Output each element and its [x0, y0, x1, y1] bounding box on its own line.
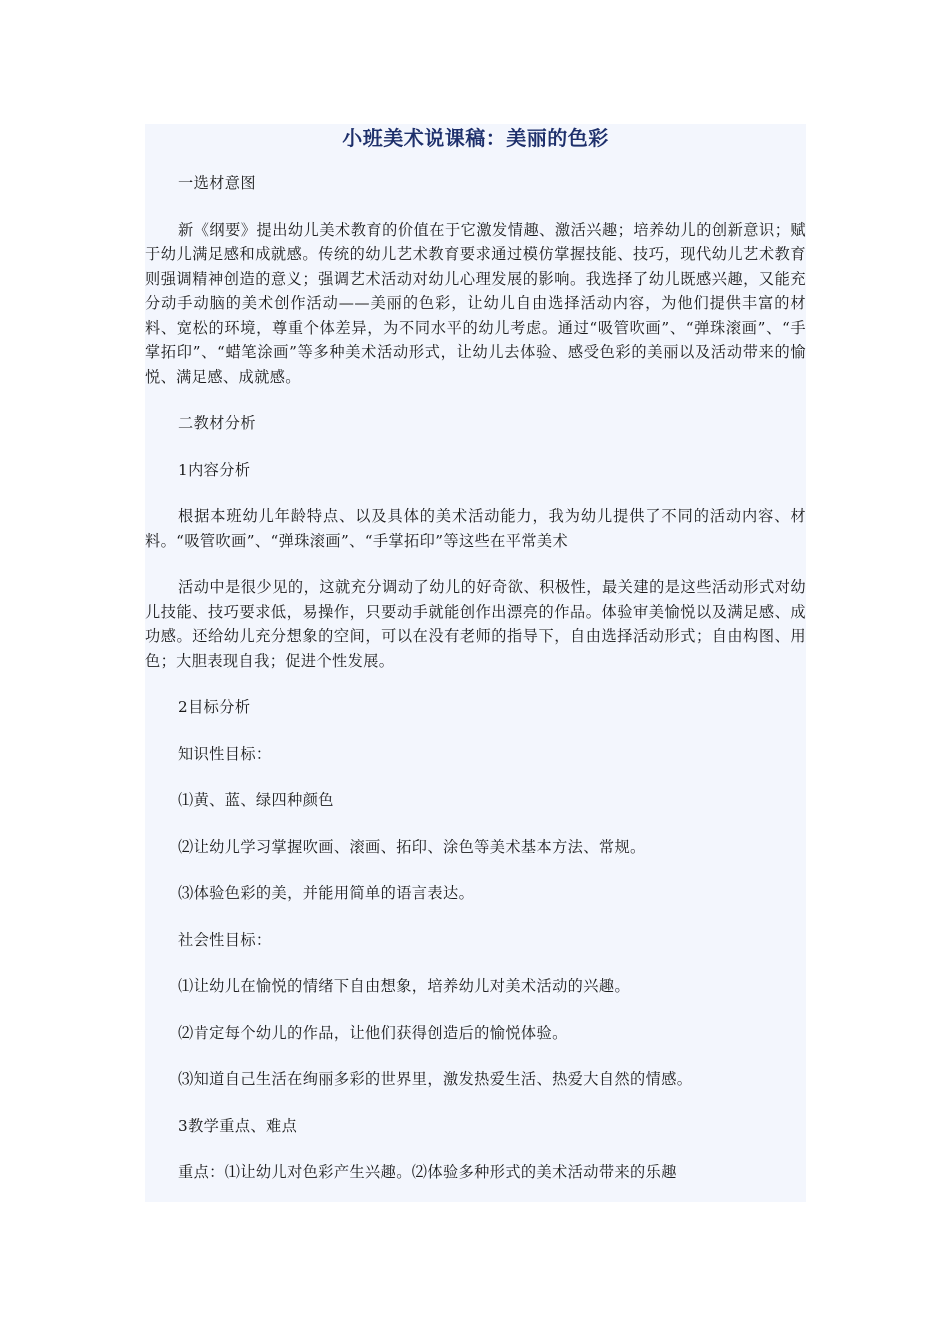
paragraph-intent: 新《纲要》提出幼儿美术教育的价值在于它激发情趣、激活兴趣；培养幼儿的创新意识；赋于幼儿满足感和成就感。传统的幼儿艺术教育要求通过模仿掌握技能、技巧，现代幼儿艺术教育则强调精神创造的意义；强调艺术活动对幼儿心理发展的影响。我选择了幼儿既感兴趣，又能充分动手动脑的美术创作活动——美丽的色彩，让幼儿自由选择活动内容，为他们提供丰富的材料、宽松的环境，尊重个体差异，为不同水平的幼儿考虑。通过“吸管吹画”、“弹珠滚画”、“手掌拓印”、“蜡笔涂画”等多种美术活动形式，让幼儿去体验、感受色彩的美丽以及活动带来的愉悦、满足感、成就感。 — [145, 220, 806, 386]
social-goal-item-1: ⑴让幼儿在愉悦的情绪下自由想象，培养幼儿对美术活动的兴趣。 — [178, 977, 631, 995]
knowledge-goal-item-2: ⑵让幼儿学习掌握吹画、滚画、拓印、涂色等美术基本方法、常规。 — [178, 837, 646, 856]
paragraph-content-analysis-1: 根据本班幼儿年龄特点、以及具体的美术活动能力，我为幼儿提供了不同的活动内容、材料。“吸管吹画”、“弹珠滚画”、“手掌拓印”等这些在平常美术 — [145, 507, 806, 550]
social-goal-item-3: ⑶知道自己生活在绚丽多彩的世界里，激发热爱生活、热爱大自然的情感。 — [178, 1070, 693, 1088]
subsection-heading-goal-analysis: 2目标分析 — [178, 698, 251, 716]
subsection-heading-content-analysis: 1内容分析 — [178, 460, 251, 479]
social-goal-item-2: ⑵肯定每个幼儿的作品，让他们获得创造后的愉悦体验。 — [178, 1023, 568, 1042]
section-heading-material-analysis: 二教材分析 — [178, 414, 256, 432]
subsection-heading-key-points: 3教学重点、难点 — [178, 1116, 298, 1135]
section-heading-selection-intent: 一选材意图 — [178, 174, 256, 192]
paragraph-content-analysis-2: 活动中是很少见的，这就充分调动了幼儿的好奇欲、积极性，最关建的是这些活动形式对幼儿技能、技巧要求低，易操作，只要动手就能创作出漂亮的作品。体验审美愉悦以及满足感、成功感。还给幼儿充分想象的空间，可以在没有老师的指导下，自由选择活动形式；自由构图、用色；大胆表现自我；促进个性发展。 — [145, 578, 806, 670]
key-points-text: 重点：⑴让幼儿对色彩产生兴趣。⑵体验多种形式的美术活动带来的乐趣 — [178, 1163, 677, 1181]
social-goals-heading: 社会性目标： — [178, 930, 272, 949]
knowledge-goal-item-1: ⑴黄、蓝、绿四种颜色 — [178, 791, 334, 809]
knowledge-goals-heading: 知识性目标： — [178, 744, 272, 763]
article-body — [145, 124, 806, 1202]
document-title: 小班美术说课稿：美丽的色彩 — [342, 126, 609, 150]
knowledge-goal-item-3: ⑶体验色彩的美，并能用简单的语言表达。 — [178, 884, 475, 902]
